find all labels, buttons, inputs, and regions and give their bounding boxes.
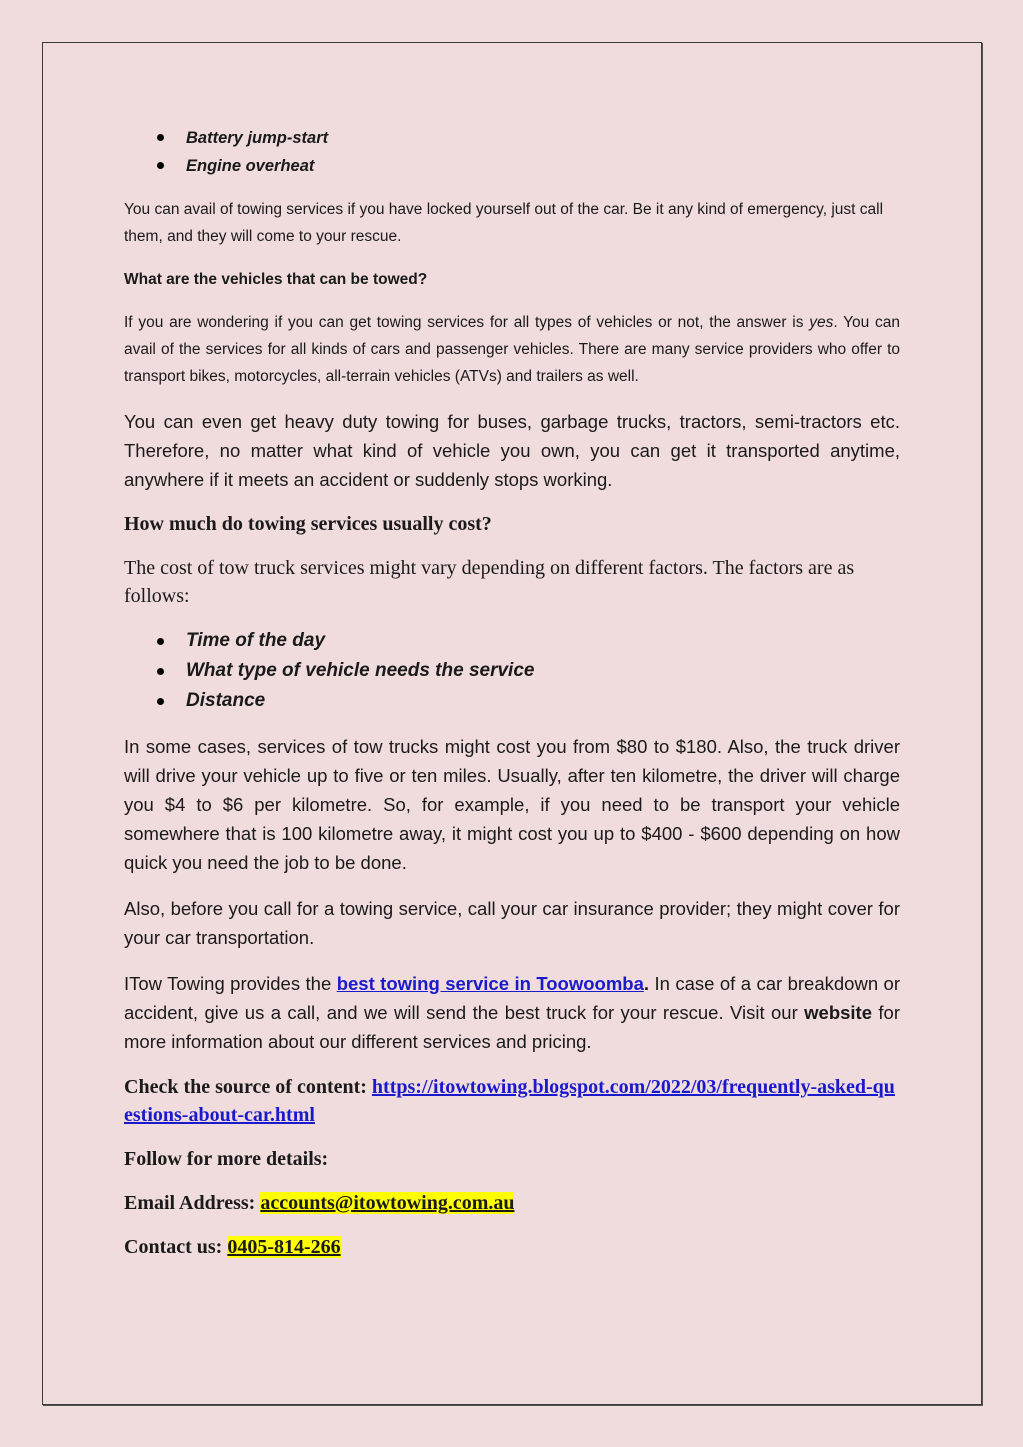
text-span: . — [643, 973, 650, 994]
email-link[interactable]: accounts@itowtowing.com.au — [260, 1192, 515, 1214]
pricing-paragraph: In some cases, services of tow trucks might cost you from $80 to $180. Also, the truck driver will drive your vehicle up to five or ten miles. Usually, after ten kilometre, the driver will charge you $4 to $6 per kilometre. So, for example, if you need to be transport your vehicle somewhere that is 100 kilometre away, it might cost you up to $400 - $600 depending on how quick you need the job to be done. — [124, 736, 900, 873]
email-label: Email Address: — [124, 1192, 261, 1214]
follow-heading: Follow for more details: — [124, 1148, 329, 1170]
source-paragraph — [124, 1073, 900, 1129]
contact-line — [124, 1233, 900, 1261]
text-span: If you are wondering if you can get towing services for all types of vehicles or not, the answer is — [124, 314, 810, 331]
list-item: Distance — [124, 686, 900, 716]
document-content — [124, 124, 900, 1261]
source-label: Check the source of content: — [124, 1076, 372, 1098]
contact-label: Contact us: — [124, 1236, 228, 1258]
vehicles-heading: What are the vehicles that can be towed? — [124, 271, 428, 288]
list-item: Engine overheat — [124, 152, 900, 180]
text-span: . You can avail of the services for all kinds of cars and passenger vehicles. There are many service providers who offer to transport bikes, motorcycles, all-terrain vehicles (ATVs) and trailers as well. — [124, 314, 900, 385]
list-item: Time of the day — [124, 626, 900, 656]
vehicles-paragraph — [124, 309, 900, 390]
breakdown-list — [124, 124, 900, 180]
cost-factors-list — [124, 626, 900, 716]
email-line — [124, 1189, 900, 1217]
text-span: for more information about our different services and pricing. — [124, 1002, 900, 1052]
source-url-link[interactable]: https://itowtowing.blogspot.com/2022/03/frequently-asked-questions-about-car.html — [124, 1076, 895, 1126]
itow-paragraph — [124, 969, 900, 1056]
heavy-duty-paragraph: You can even get heavy duty towing for buses, garbage trucks, tractors, semi-tractors etc. Therefore, no matter what kind of vehicle you own, you can get it transported anytime, anywhere if it meets an accident or suddenly stops working. — [124, 411, 900, 490]
cost-intro-paragraph: The cost of tow truck services might vary depending on different factors. The factors are as follows: — [124, 557, 855, 607]
text-span: In case of a car breakdown or accident, give us a call, and we will send the best truck for your rescue. Visit our — [124, 973, 900, 1023]
list-item: Battery jump-start — [124, 124, 900, 152]
text-span: ITow Towing provides the — [124, 973, 337, 994]
cost-heading: How much do towing services usually cost? — [124, 513, 492, 535]
insurance-paragraph: Also, before you call for a towing service, call your car insurance provider; they might cover for your car transportation. — [124, 898, 900, 948]
phone-link[interactable]: 0405-814-266 — [227, 1236, 341, 1258]
website-text: website — [804, 1002, 872, 1023]
best-towing-service-link[interactable]: best towing service in Toowoomba — [336, 973, 644, 994]
emphasis-yes: yes — [809, 314, 834, 331]
lockout-paragraph: You can avail of towing services if you have locked yourself out of the car. Be it any kind of emergency, just call them, and they will come to your rescue. — [124, 201, 884, 245]
list-item: What type of vehicle needs the service — [124, 656, 900, 686]
